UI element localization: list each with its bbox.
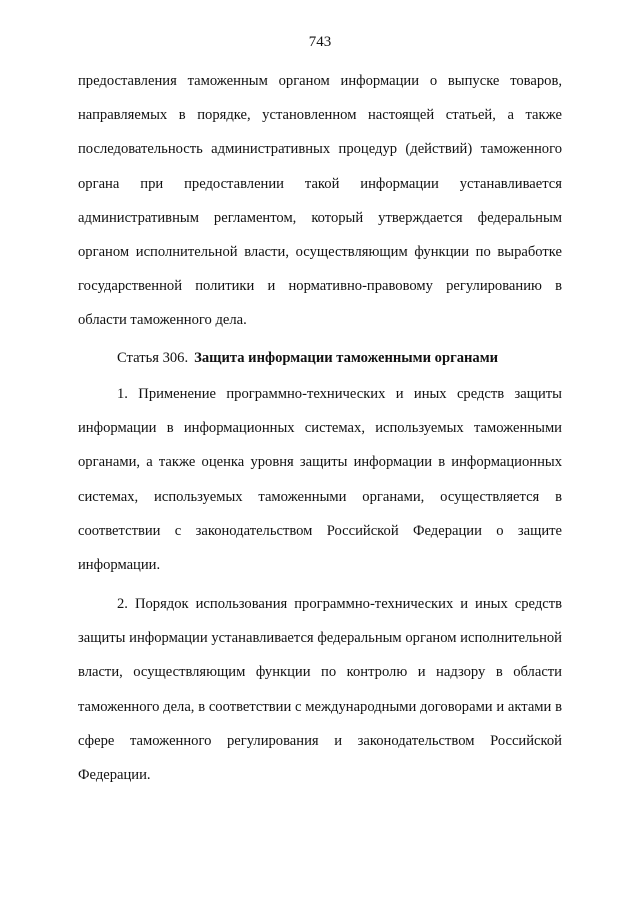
article-title: Защита информации таможенными органами — [194, 350, 499, 366]
article-number: Статья 306. — [117, 350, 189, 366]
intro-paragraph: предоставления таможенным органом информации о выпуске товаров, направляемых в порядке, установленном настоящей статьей, а также последовательность административных процедур (действий) таможенного органа при предоставлении такой информации устанавливается административным регламентом, который утверждается федеральным органом исполнительной власти, осуществляющим функции по выработке государственной политики и нормативно-правовому регулированию в области таможенного дела. — [78, 73, 562, 329]
page-number: 743 — [308, 34, 332, 50]
article-paragraph-1: 1. Применение программно-технических и иных средств защиты информации в информационных системах, используемых таможенными органами, а также оценка уровня защиты информации в информационных системах, используемых таможенными органами, осуществляется в соответствии с законодательством Российской Федерации о защите информации. — [78, 386, 562, 574]
article-paragraph-2: 2. Порядок использования программно-технических и иных средств защиты информации устанавливается федеральным органом исполнительной власти, осуществляющим функции по контролю и надзору в области таможенного дела, в соответствии с международными договорами и актами в сфере таможенного регулирования и законодательством Российской Федерации. — [78, 596, 562, 784]
article-heading — [117, 343, 498, 373]
